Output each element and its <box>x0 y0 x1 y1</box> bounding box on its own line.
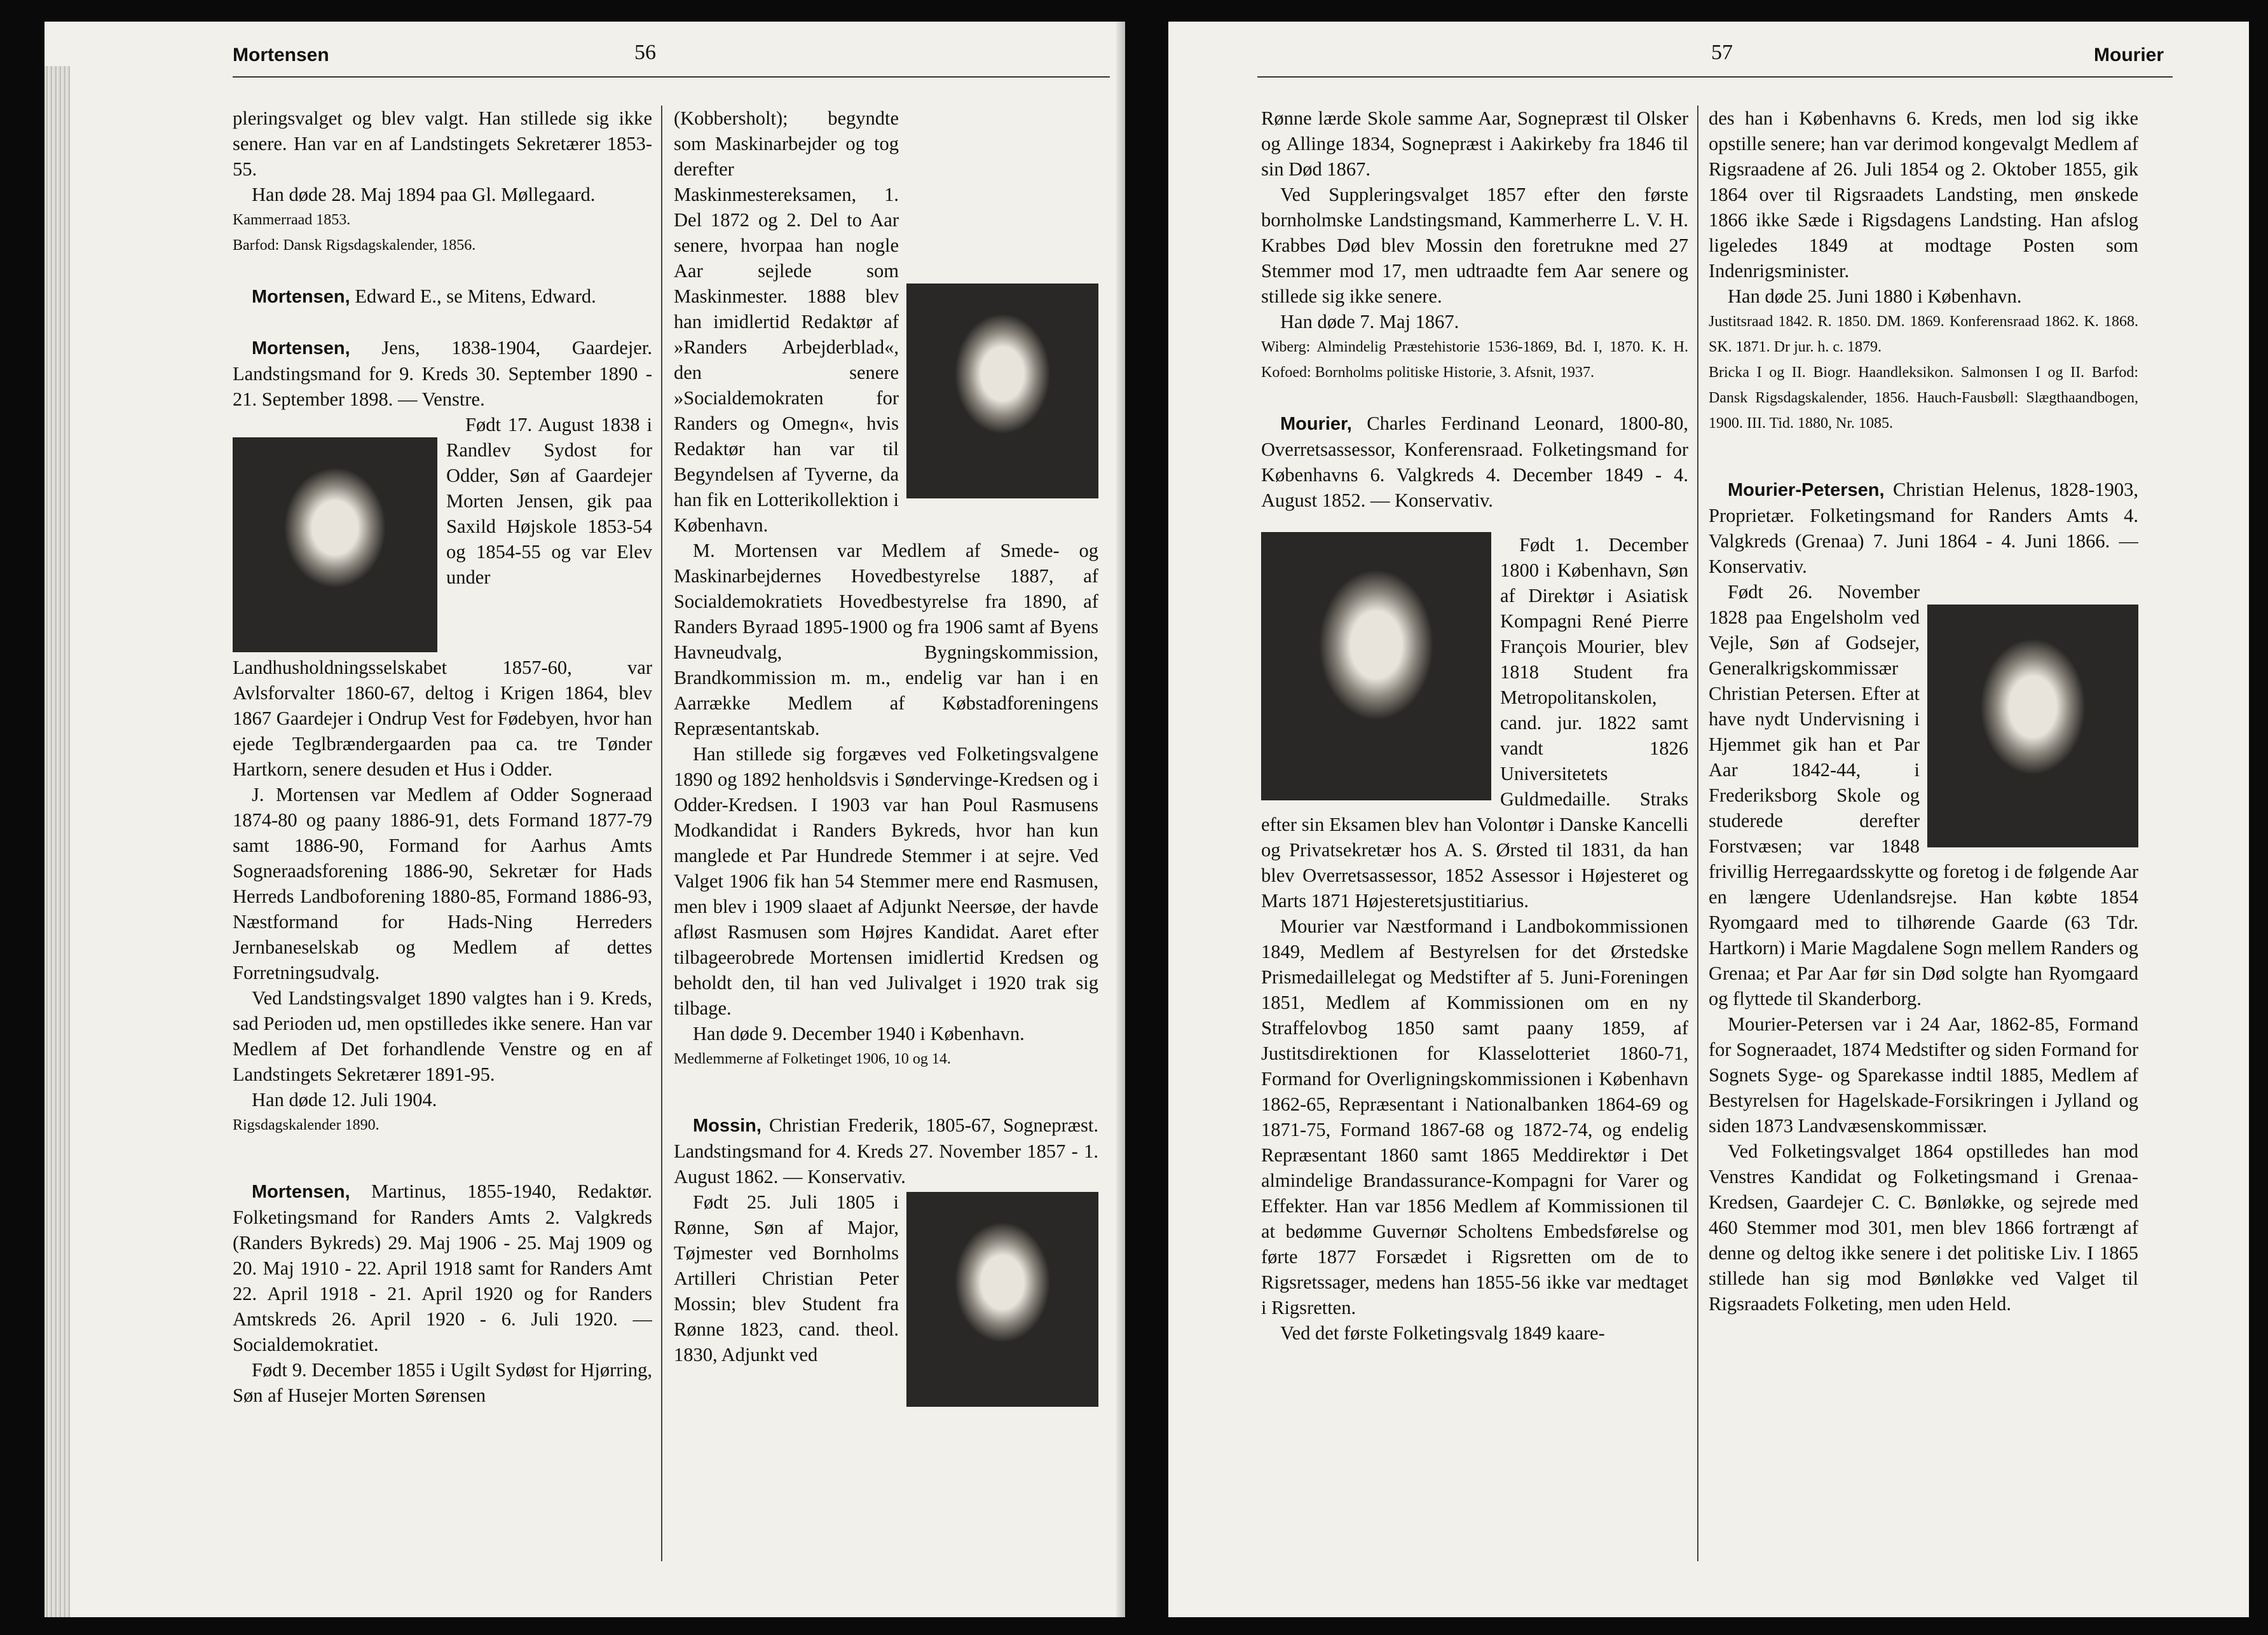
source-note: Medlemmerne af Folketinget 1906, 10 og 14. <box>674 1051 951 1067</box>
portrait-photo-jens-mortensen <box>233 437 437 652</box>
paragraph: Rønne lærde Skole samme Aar, Sognepræst til Olsker og Allinge 1834, Sognepræst i Aakirkeby fra 1846 til sin Død 1867. <box>1261 107 1688 180</box>
page-number-left: 56 <box>634 41 656 64</box>
entry-name: Mourier, <box>1280 414 1352 434</box>
entry-text: Christian Helenus, 1828-1903, Proprietær. Folketingsmand for Randers Amts 4. Valgkreds (Grenaa) 7. Juni 1864 - 4. Juni 1866. — Konservativ. <box>1709 479 2138 577</box>
entry-mourier-petersen <box>1709 477 2138 579</box>
paragraph: Han døde 25. Juni 1880 i København. <box>1728 285 2022 307</box>
paragraph: Født 26. November 1828 paa Engelsholm ved Vejle, Søn af Godsejer, Generalkrigskommissær Christian Petersen. Efter at have nydt Undervisning i Hjemmet gik han et Par Aar 1842-44, i Frederiksborg Skole og studerede derefter Forstvæsen; var 1848 frivillig Herregaardsskytte og foretog i de følgende Aar en længere Udenlandsrejse. Han købte 1854 Ryomgaard med to tilhørende Gaarde (63 Tdr. Hartkorn) i Marie Magdalene Sogn mellem Randers og Grenaa; et Par Aar før sin Død solgte han Ryomgaard og flyttede til Skanderborg. <box>1709 581 2138 1009</box>
paragraph: Født 25. Juli 1805 i Rønne, Søn af Major, Tøjmester ved Bornholms Artilleri Christian Peter Mossin; blev Student fra Rønne 1823, cand. theol. 1830, Adjunkt ved <box>674 1191 899 1365</box>
paragraph: Ved Folketingsvalget 1864 opstilledes han mod Venstres Kandidat og Folketingsmand i Grenaa-Kredsen, Gaardejer C. C. Bønløkke, og sejrede med 460 Stemmer mod 301, men blev 1866 fortrængt af denne og deltog ikke senere i det politiske Liv. I 1865 stillede han sig mod Bønløkke ved Valget til Rigsraadets Folketing, men uden Held. <box>1709 1140 2138 1315</box>
right-column-1 <box>1261 106 1688 1593</box>
running-header-right: Mourier <box>2094 44 2164 65</box>
portrait-photo-christian-mossin <box>906 1192 1098 1407</box>
paragraph: Født 17. August 1838 i Randlev Sydost for Odder, Søn af Gaardejer Morten Jensen, gik paa Saxild Højskole 1853-54 og 1854-55 og var Elev under Landhusholdningsselskabet 1857-60, var Avlsforvalter 1860-67, deltog i Krigen 1864, blev 1867 Gaardejer i Ondrup Vest for Fødebyen, hvor han ejede Teglbrændergaarden paa ca. tre Tønder Hartkorn, senere desuden et Hus i Odder. <box>233 414 652 780</box>
left-column-1 <box>233 106 652 1593</box>
page-number-right: 57 <box>1711 41 1733 64</box>
portrait-photo-martinus-mortensen <box>906 284 1098 498</box>
paragraph: Ved Suppleringsvalget 1857 efter den første bornholmske Landstingsmand, Kammerherre L. V. H. Krabbes Død blev Mossin den foretrukne med 27 Stemmer mod 17, men udtraadte fem Aar senere og stillede sig ikke senere. <box>1261 184 1688 307</box>
paragraph: Han døde 12. Juli 1904. <box>252 1089 437 1111</box>
entry-text: Jens, 1838-1904, Gaardejer. Landstingsmand for 9. Kreds 30. September 1890 - 21. September 1898. — Venstre. <box>233 337 652 410</box>
entry-name: Mortensen, <box>252 1182 350 1202</box>
paragraph: Han stillede sig forgæves ved Folketingsvalgene 1890 og 1892 henholdsvis i Søndervinge-Kredsen og i Odder-Kredsen. I 1903 var han Poul Rasmusens Modkandidat i Randers Bykreds, hvor han kun manglede et Par Hundrede Stemmer i at sejre. Ved Valget 1906 fik han 54 Stemmer mere end Rasmusen, men blev i 1909 slaaet af Adjunkt Neersøe, der havde afløst Rasmusen som Højres Kandidat. Aaret efter tilbageerobrede Mortensen imidlertid Kredsen og beholdt den, til han ved Julivalget i 1920 trak sig tilbage. <box>674 743 1098 1019</box>
portrait-photo-charles-mourier <box>1261 532 1491 800</box>
running-header-left: Mortensen <box>233 44 329 65</box>
paragraph: Født 9. December 1855 i Ugilt Sydøst for Hjørring, Søn af Husejer Morten Sørensen <box>233 1359 652 1406</box>
column-divider <box>1697 106 1698 1561</box>
paragraph: pleringsvalget og blev valgt. Han stillede sig ikke senere. Han var en af Landstingets Sekretærer 1853-55. <box>233 107 652 180</box>
paragraph: M. Mortensen var Medlem af Smede- og Maskinarbejdernes Hovedbestyrelse 1887, af Socialdemokratiets Hovedbestyrelse fra 1890, af Randers Byraad 1895-1900 og fra 1906 samt af Byens Havneudvalg, Bygningskommission, Brandkommission m. m., endelig var han i en Aarrække Medlem af Købstadforeningens Repræsentantskab. <box>674 540 1098 739</box>
portrait-photo-christian-mourier-petersen <box>1927 605 2138 847</box>
paragraph: Født 1. December 1800 i København, Søn af Direktør i Asiatisk Kompagni René Pierre François Mourier, blev 1818 Student fra Metropolitanskolen, cand. jur. 1822 samt vandt 1826 Universitetets Guldmedaille. Straks efter sin Eksamen blev han Volontør i Danske Kancelli og Privatsekretær hos A. S. Ørsted til 1831, da han blev Overretsassessor, 1852 Assessor i Højesteret og Marts 1871 Højesteretsjustitiarius. <box>1261 534 1688 912</box>
paragraph: (Kobbersholt); begyndte som Maskinarbejder og tog derefter Maskinmestereksamen, 1. Del 1872 og 2. Del to Aar senere, hvorpaa han nogle Aar sejlede som Maskinmester. 1888 blev han imidlertid Redaktør af »Randers Arbejderblad«, den senere »Socialdemokraten for Randers og Omegn«, hvis Redaktør han var til Begyndelsen af Tyverne, da han fik en Lotterikollektion i København. <box>674 107 899 536</box>
header-rule <box>233 76 1110 78</box>
column-divider <box>661 106 662 1561</box>
left-column-2 <box>674 106 1098 1593</box>
source-note: Bricka I og II. Biogr. Haandleksikon. Salmonsen I og II. Barfod: Dansk Rigsdagskalender, 1856. Hauch-Fausbøll: Slægthaandbogen, 1900. III. Tid. 1880, Nr. 1085. <box>1709 364 2138 432</box>
page-stack-edge <box>44 66 70 1617</box>
entry-mortensen-martinus <box>233 1179 652 1357</box>
source-note: Kammerraad 1853. <box>233 212 351 228</box>
entry-text: Christian Frederik, 1805-67, Sognepræst. Landstingsmand for 4. Kreds 27. November 1857 - 1. August 1862. — Konservativ. <box>674 1114 1098 1187</box>
right-page <box>1168 22 2249 1617</box>
entry-name: Mortensen, <box>252 338 350 359</box>
source-note: Barfod: Dansk Rigsdagskalender, 1856. <box>233 237 476 254</box>
source-note: Justitsraad 1842. R. 1850. DM. 1869. Konferensraad 1862. K. 1868. SK. 1871. Dr jur. h. c. 1879. <box>1709 313 2138 355</box>
paragraph: Mourier-Petersen var i 24 Aar, 1862-85, Formand for Sogneraadet, 1874 Medstifter og siden Formand for Sognets Syge- og Sparekasse indtil 1885, Medlem af Bestyrelsen for Hagelskade-Forsikringen i Jylland og siden 1873 Landvæsenskommissær. <box>1709 1013 2138 1137</box>
book-gutter <box>1116 22 1125 1617</box>
paragraph: Ved det første Folketingsvalg 1849 kaare- <box>1280 1322 1605 1344</box>
right-column-2 <box>1709 106 2138 1593</box>
entry-mortensen-edward <box>233 284 652 310</box>
source-note: Rigsdagskalender 1890. <box>233 1117 379 1133</box>
entry-name: Mortensen, <box>252 287 350 307</box>
entry-text: Edward E., se Mitens, Edward. <box>350 285 596 307</box>
header-rule <box>1257 76 2173 78</box>
source-note: Wiberg: Almindelig Præstehistorie 1536-1869, Bd. I, 1870. K. H. Kofoed: Bornholms politiske Historie, 3. Afsnit, 1937. <box>1261 339 1688 381</box>
paragraph: Mourier var Næstformand i Landbokommissionen 1849, Medlem af Bestyrelsen for det Ørstedske Prismedaillelegat og Medstifter af 5. Juni-Foreningen 1851, Medlem af Kommissionen om en ny Straffelovbog 1850 samt paany 1859, af Justitsdirektionen for Klasselotteriet 1860-71, Formand for Overligningskommissionen i København 1862-65, Repræsentant i Nationalbanken 1864-69 og 1871-75, Formand 1867-68 og 1872-74, og endelig Repræsentant 1860 samt 1865 Meddirektør i Det almindelige Brandassurance-Kompagni for Varer og Effekter. Han var 1856 Medlem af Kommissionen til at bedømme Guvernør Scholtens Embedsførelse og førte 1877 Forsædet i Rigsretten om de to Rigsretssager, medens han 1855-56 ikke var medtaget i Rigsretten. <box>1261 915 1688 1318</box>
left-page <box>44 22 1125 1617</box>
paragraph: Han døde 9. December 1940 i København. <box>693 1023 1025 1044</box>
entry-text: Martinus, 1855-1940, Redaktør. Folketingsmand for Randers Amts 2. Valgkreds (Randers Bykreds) 29. Maj 1906 - 25. Maj 1909 og 20. Maj 1910 - 22. April 1918 samt for Randers Amt 22. April 1918 - 21. April 1920 og for Randers Amtskreds 26. April 1920 - 6. Juli 1920. — Socialdemokratiet. <box>233 1180 652 1355</box>
entry-text: Charles Ferdinand Leonard, 1800-80, Overretsassessor, Konferensraad. Folketingsmand for Københavns 6. Valgkreds 4. December 1849 - 4. August 1852. — Konservativ. <box>1261 413 1688 511</box>
paragraph: Ved Landstingsvalget 1890 valgtes han i 9. Kreds, sad Perioden ud, men opstilledes ikke senere. Han var Medlem af Det forhandlende Venstre og en af Landstingets Sekretærer 1891-95. <box>233 987 652 1085</box>
entry-name: Mossin, <box>693 1116 762 1136</box>
entry-mossin-christian <box>674 1112 1098 1189</box>
paragraph: J. Mortensen var Medlem af Odder Sogneraad 1874-80 og paany 1886-91, dets Formand 1877-79 samt 1886-90, Formand for Aarhus Amts Sogneraadsforening 1886-90, Sekretær for Hads Herreds Landboforening 1880-85, Formand 1886-93, Næstformand for Hads-Ning Herreders Jernbaneselskab og Medlem af dettes Forretningsudvalg. <box>233 784 652 983</box>
entry-name: Mourier-Petersen, <box>1728 480 1885 500</box>
paragraph: des han i Københavns 6. Kreds, men lod sig ikke opstille senere; han var derimod kongevalgt Medlem af Rigsraadene af 26. Juli 1854 og 2. Oktober 1855, gik 1864 over til Rigsraadets Landsting, men ønskede 1866 ikke Sæde i Rigsdagens Landsting. Han afslog ligeledes 1849 at modtage Posten som Indenrigsminister. <box>1709 107 2138 282</box>
entry-mortensen-jens <box>233 335 652 412</box>
entry-mourier-charles <box>1261 411 1688 513</box>
paragraph: Han døde 28. Maj 1894 paa Gl. Møllegaard. <box>252 184 596 205</box>
paragraph: Han døde 7. Maj 1867. <box>1280 311 1459 332</box>
